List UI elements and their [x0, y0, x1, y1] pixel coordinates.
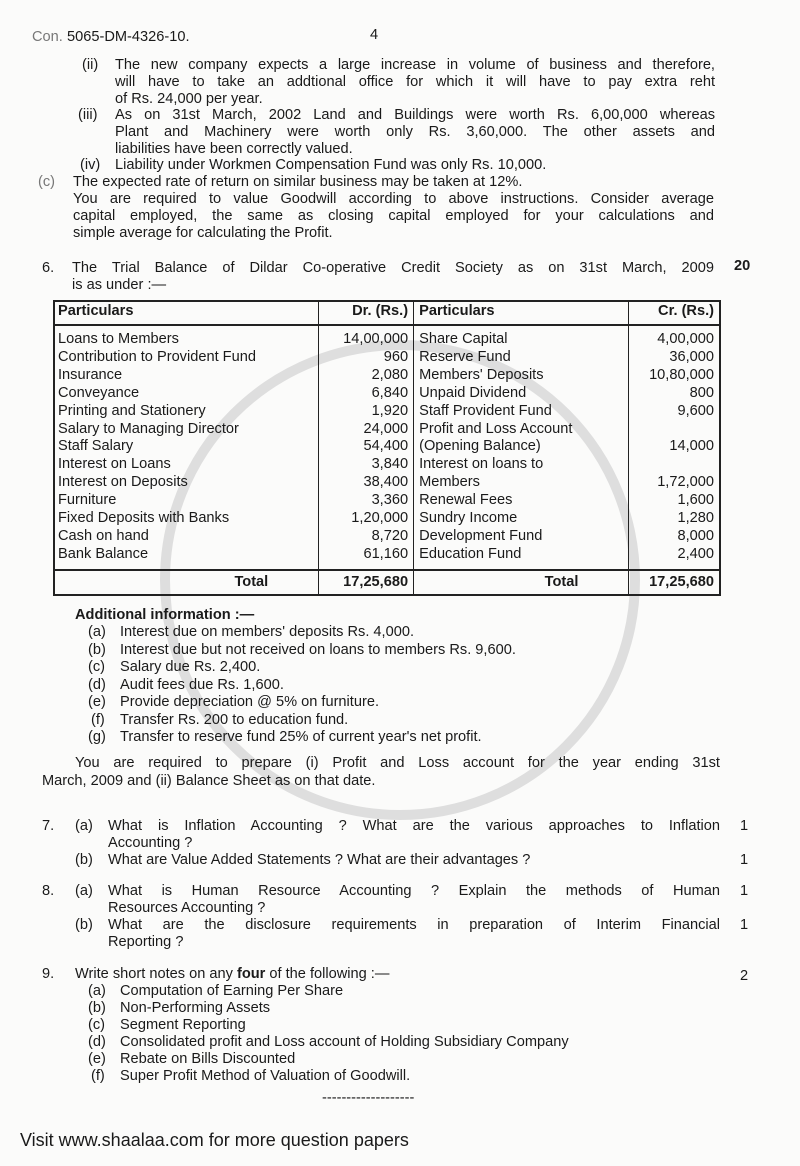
list-item: Salary due Rs. 2,400. [120, 659, 261, 675]
table-row [53, 385, 719, 403]
page-number: 4 [370, 27, 379, 43]
particulars-cr: Staff Provident Fund [419, 402, 552, 419]
item-label: (c) [88, 1017, 106, 1033]
item-label: (b) [75, 852, 93, 868]
particulars-dr: Staff Salary [58, 438, 134, 455]
text-line: The expected rate of return on similar business may be taken at 12%. [73, 174, 523, 190]
item-label: (c) [38, 174, 56, 190]
particulars-cr: Renewal Fees [419, 492, 513, 509]
text-line: Liability under Workmen Compensation Fund was only Rs. 10,000. [115, 157, 547, 173]
particulars-dr: Interest on Deposits [58, 474, 188, 491]
amount-cr: 9,600 [629, 403, 719, 421]
amount-dr: 54,400 [319, 438, 414, 456]
particulars-cr: Members [419, 474, 480, 491]
amount-dr: 3,840 [319, 456, 414, 474]
paper-code: 5065-DM-4326-10. [67, 29, 190, 45]
particulars-cr: Members' Deposits [419, 366, 544, 383]
amount-dr: 3,360 [319, 492, 414, 510]
amount-dr: 960 [319, 349, 414, 367]
list-item: Consolidated profit and Loss account of Holding Subsidiary Company [120, 1034, 569, 1050]
item-label: (e) [88, 1051, 106, 1067]
item-label: (c) [88, 659, 106, 675]
list-item: Rebate on Bills Discounted [120, 1051, 296, 1067]
text-line: Accounting ? [108, 835, 193, 851]
item-label: (a) [88, 983, 106, 999]
text-line: liabilities have been correctly valued. [115, 141, 353, 157]
list-item: Audit fees due Rs. 1,600. [120, 677, 284, 693]
amount-dr: 14,00,000 [319, 325, 414, 349]
item-label: (iii) [78, 107, 98, 123]
item-label: (iv) [80, 157, 101, 173]
table-row [53, 492, 719, 510]
item-label: (f) [91, 712, 105, 728]
amount-cr [629, 421, 719, 439]
item-label: (ii) [82, 57, 99, 73]
amount-cr: 8,000 [629, 528, 719, 546]
amount-cr: 1,280 [629, 510, 719, 528]
list-item: Segment Reporting [120, 1017, 246, 1033]
text-line: What are the disclosure requirements in preparation of Interim Financial [108, 917, 720, 933]
header-particulars-dr: Particulars [53, 300, 319, 325]
text-line: What are Value Added Statements ? What are their advantages ? [108, 852, 531, 868]
total-label: Total [414, 570, 629, 595]
list-item: Interest due on members' deposits Rs. 4,000. [120, 624, 415, 640]
item-label: (g) [88, 729, 106, 745]
particulars-cr: Education Fund [419, 545, 522, 562]
particulars-dr: Insurance [58, 366, 123, 383]
amount-cr: 800 [629, 385, 719, 403]
amount-cr: 1,600 [629, 492, 719, 510]
additional-info-title: Additional information :— [75, 607, 255, 623]
amount-dr: 24,000 [319, 421, 414, 439]
table-row [53, 367, 719, 385]
text-line: As on 31st March, 2002 Land and Buildings were worth Rs. 6,00,000 whereas [115, 107, 715, 123]
particulars-dr: Salary to Managing Director [58, 420, 239, 437]
marks: 1 [740, 852, 749, 868]
text-line: Resources Accounting ? [108, 900, 266, 916]
marks: 20 [734, 258, 751, 274]
text-line: You are required to value Goodwill according to above instructions. Consider average [73, 191, 714, 207]
particulars-dr: Fixed Deposits with Banks [58, 510, 230, 527]
text-line: will have to take an addtional office for which it will have to pay extra reht [115, 74, 715, 90]
particulars-cr: Share Capital [419, 331, 508, 347]
header-dr: Dr. (Rs.) [319, 300, 414, 325]
text-line: The Trial Balance of Dildar Co-operative Credit Society as on 31st March, 2009 [72, 260, 714, 276]
particulars-dr: Contribution to Provident Fund [58, 348, 256, 365]
item-label: (a) [75, 818, 93, 834]
total-row [53, 570, 719, 595]
text-line: Plant and Machinery were worth only Rs. 3,60,000. The other assets and [115, 124, 715, 140]
table-row [53, 421, 719, 439]
table-row [53, 438, 719, 456]
table-row [53, 474, 719, 492]
paper-code-prefix: Con. [32, 29, 63, 45]
table-row [53, 510, 719, 528]
particulars-cr: Reserve Fund [419, 348, 511, 365]
text-line: Reporting ? [108, 934, 184, 950]
particulars-dr: Bank Balance [58, 545, 149, 562]
text-line: is as under :— [72, 277, 167, 293]
particulars-dr: Conveyance [58, 384, 140, 401]
table-row [53, 349, 719, 367]
footer-link-text[interactable]: Visit www.shaalaa.com for more question papers [20, 1130, 409, 1150]
amount-dr: 61,160 [319, 546, 414, 570]
particulars-cr: Sundry Income [419, 510, 518, 527]
item-label: (a) [88, 624, 106, 640]
question-number: 9. [42, 966, 55, 982]
particulars-dr: Interest on Loans [58, 456, 171, 473]
item-label: (d) [88, 677, 106, 693]
list-item: Interest due but not received on loans to members Rs. 9,600. [120, 642, 516, 658]
particulars-cr: Interest on loans to [419, 456, 544, 473]
table-row [53, 456, 719, 474]
item-label: (d) [88, 1034, 106, 1050]
list-item: Super Profit Method of Valuation of Goodwill. [120, 1068, 411, 1084]
list-item: Transfer Rs. 200 to education fund. [120, 712, 349, 728]
question-number: 8. [42, 883, 55, 899]
amount-cr: 14,000 [629, 438, 719, 456]
total-dr: 17,25,680 [319, 570, 414, 595]
text-line: simple average for calculating the Profit. [73, 225, 333, 241]
particulars-cr: Unpaid Dividend [419, 384, 527, 401]
question-number: 6. [42, 260, 55, 276]
item-label: (b) [75, 917, 93, 933]
text-line: of Rs. 24,000 per year. [115, 91, 263, 107]
amount-dr: 1,20,000 [319, 510, 414, 528]
item-label: (b) [88, 1000, 106, 1016]
table-row [53, 546, 719, 570]
intro-emphasis: four [236, 966, 266, 982]
total-label: Total [53, 570, 319, 595]
amount-dr: 2,080 [319, 367, 414, 385]
particulars-cr: (Opening Balance) [419, 438, 541, 455]
header-cr: Cr. (Rs.) [629, 300, 719, 325]
text-line: You are required to prepare (i) Profit and Loss account for the year ending 31st [75, 755, 720, 771]
table-header-row [53, 300, 719, 325]
marks: 1 [740, 883, 749, 899]
intro-text: Write short notes on any [75, 966, 237, 982]
list-item: Transfer to reserve fund 25% of current year's net profit. [120, 729, 482, 745]
list-item: Non-Performing Assets [120, 1000, 271, 1016]
amount-cr: 10,80,000 [629, 367, 719, 385]
particulars-cr: Development Fund [419, 527, 543, 544]
marks: 1 [740, 818, 749, 834]
particulars-dr: Furniture [58, 492, 117, 509]
header-particulars-cr: Particulars [414, 300, 629, 325]
amount-cr [629, 456, 719, 474]
list-item: Provide depreciation @ 5% on furniture. [120, 694, 379, 710]
amount-dr: 8,720 [319, 528, 414, 546]
text-line: capital employed, the same as closing capital employed for your calculations and [73, 208, 714, 224]
amount-cr: 1,72,000 [629, 474, 719, 492]
particulars-dr: Cash on hand [58, 527, 149, 544]
amount-cr: 2,400 [629, 546, 719, 570]
amount-dr: 38,400 [319, 474, 414, 492]
item-label: (b) [88, 642, 106, 658]
text-line [75, 966, 389, 983]
item-label: (f) [91, 1068, 105, 1084]
end-rule: ------------------- [322, 1090, 415, 1106]
particulars-dr: Printing and Stationery [58, 402, 206, 419]
amount-cr: 4,00,000 [629, 325, 719, 349]
marks: 1 [740, 917, 749, 933]
text-line: The new company expects a large increase in volume of business and therefore, [115, 57, 715, 73]
list-item: Computation of Earning Per Share [120, 983, 344, 999]
particulars-cr: Profit and Loss Account [419, 420, 573, 437]
table-row [53, 403, 719, 421]
marks: 2 [740, 968, 749, 984]
text-line: March, 2009 and (ii) Balance Sheet as on that date. [42, 773, 376, 789]
item-label: (e) [88, 694, 106, 710]
total-cr: 17,25,680 [629, 570, 719, 595]
question-number: 7. [42, 818, 55, 834]
trial-balance-table [53, 300, 719, 595]
particulars-dr: Loans to Members [58, 331, 179, 347]
text-line: What is Human Resource Accounting ? Explain the methods of Human [108, 883, 720, 899]
intro-text: of the following :— [265, 966, 390, 982]
amount-dr: 6,840 [319, 385, 414, 403]
item-label: (a) [75, 883, 93, 899]
table-row [53, 528, 719, 546]
text-line: What is Inflation Accounting ? What are the various approaches to Inflation [108, 818, 720, 834]
amount-dr: 1,920 [319, 403, 414, 421]
table-row [53, 325, 719, 349]
amount-cr: 36,000 [629, 349, 719, 367]
